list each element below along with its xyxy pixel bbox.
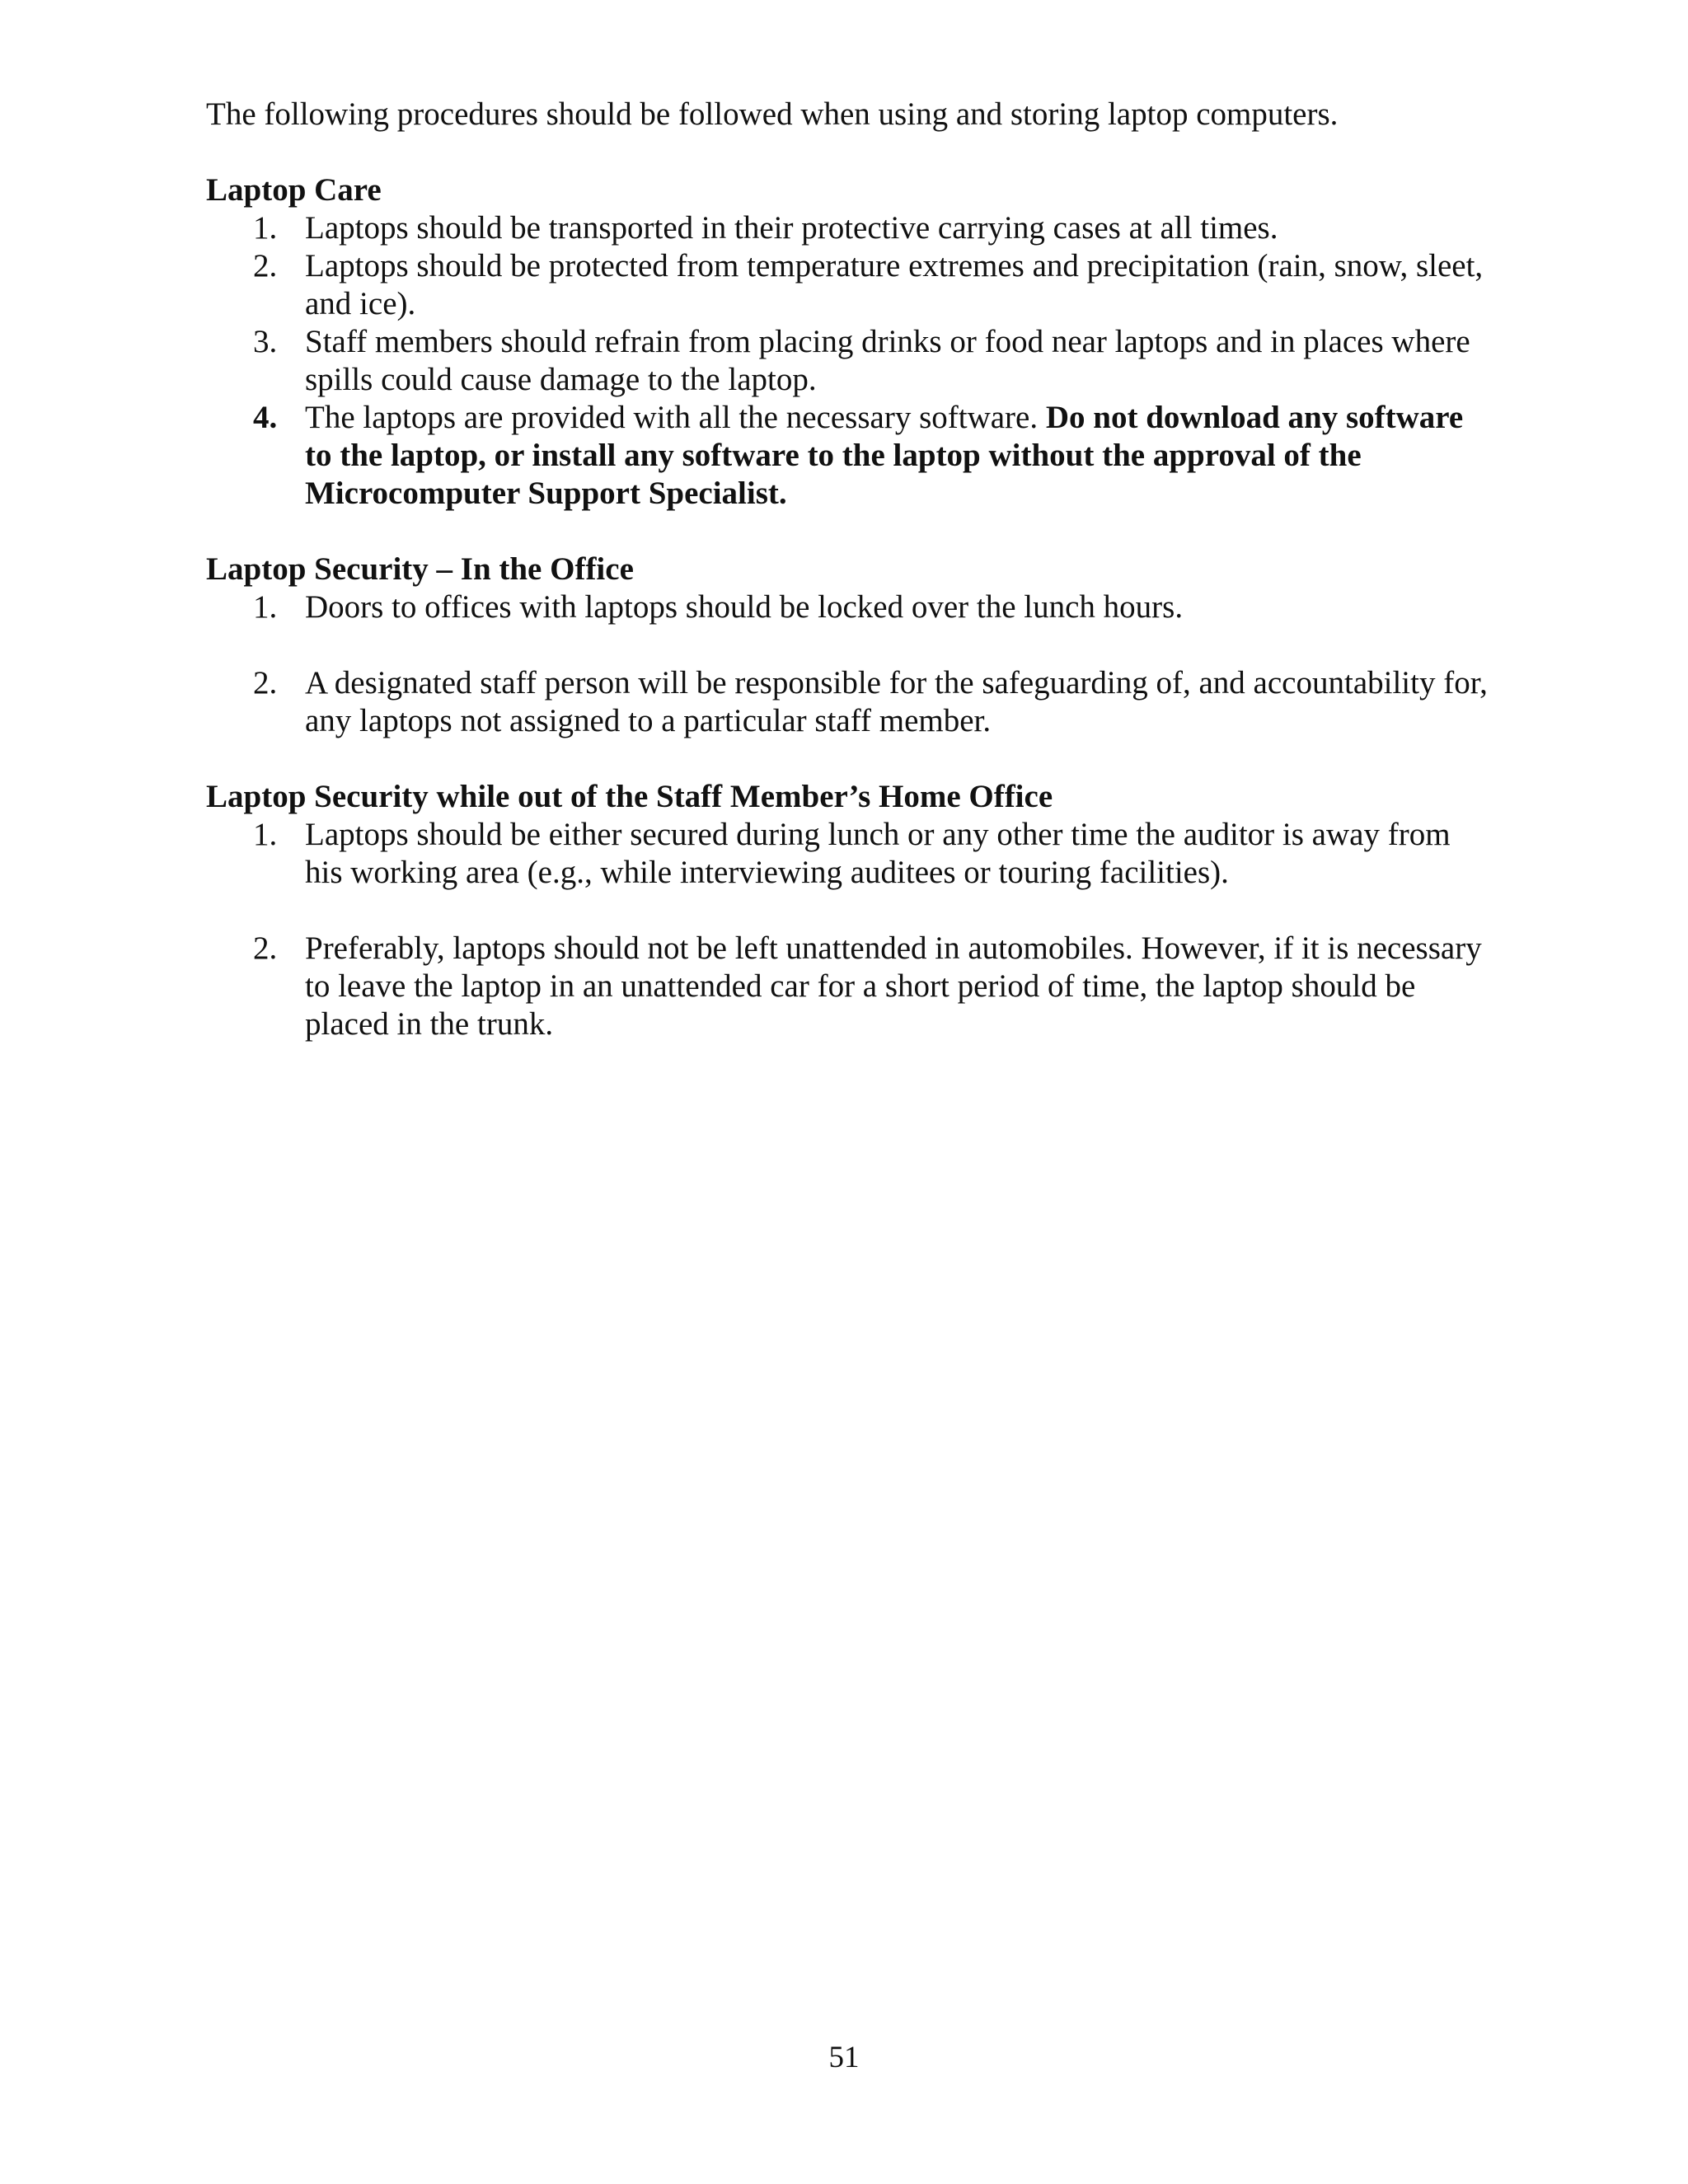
item-number: 1. bbox=[253, 210, 278, 246]
item-number: 4. bbox=[253, 400, 278, 435]
item-number: 2. bbox=[253, 248, 278, 284]
list-item bbox=[206, 816, 1492, 892]
item-emphasis-text: Do not download any software to the laptop, or install any software to the laptop without the approval of the Microcomputer Support Specialist. bbox=[305, 400, 1464, 511]
section-heading: Laptop Security while out of the Staff Member’s Home Office bbox=[206, 779, 1053, 814]
section-security-in-office bbox=[206, 551, 1492, 740]
intro-paragraph: The following procedures should be followed when using and storing laptop computers. bbox=[206, 96, 1339, 132]
item-number: 2. bbox=[253, 930, 278, 966]
section-heading: Laptop Security – In the Office bbox=[206, 551, 634, 587]
item-text: Staff members should refrain from placing drinks or food near laptops and in places where spills could cause damage to the laptop. bbox=[305, 324, 1470, 397]
numbered-list bbox=[206, 588, 1492, 740]
item-number: 3. bbox=[253, 324, 278, 359]
list-item bbox=[206, 323, 1492, 399]
list-item bbox=[206, 209, 1492, 247]
item-number: 1. bbox=[253, 817, 278, 852]
item-text: Doors to offices with laptops should be locked over the lunch hours. bbox=[305, 589, 1184, 625]
document-page bbox=[206, 96, 1492, 1081]
list-item bbox=[206, 664, 1492, 740]
section-laptop-care bbox=[206, 171, 1492, 513]
page-number: 51 bbox=[828, 2041, 860, 2074]
list-item bbox=[206, 399, 1492, 513]
item-text: Preferably, laptops should not be left unattended in automobiles. However, if it is necessary to leave the laptop in an unattended car for a short period of time, the laptop should be placed in the trunk. bbox=[305, 930, 1482, 1042]
item-number: 2. bbox=[253, 665, 278, 701]
list-item bbox=[206, 247, 1492, 323]
item-text: A designated staff person will be responsible for the safeguarding of, and accountability for, any laptops not assigned to a particular staff member. bbox=[305, 665, 1488, 738]
numbered-list bbox=[206, 816, 1492, 1043]
item-text: The laptops are provided with all the necessary software. bbox=[305, 400, 1046, 435]
item-text: Laptops should be transported in their protective carrying cases at all times. bbox=[305, 210, 1278, 246]
numbered-list bbox=[206, 209, 1492, 513]
item-number: 1. bbox=[253, 589, 278, 625]
list-item bbox=[206, 930, 1492, 1043]
list-item bbox=[206, 588, 1492, 626]
section-heading: Laptop Care bbox=[206, 172, 382, 208]
item-text: Laptops should be protected from temperature extremes and precipitation (rain, snow, sleet, and ice). bbox=[305, 248, 1484, 321]
section-security-out-of-office bbox=[206, 778, 1492, 1043]
item-text: Laptops should be either secured during lunch or any other time the auditor is away from his working area (e.g., while interviewing auditees or touring facilities). bbox=[305, 817, 1451, 890]
